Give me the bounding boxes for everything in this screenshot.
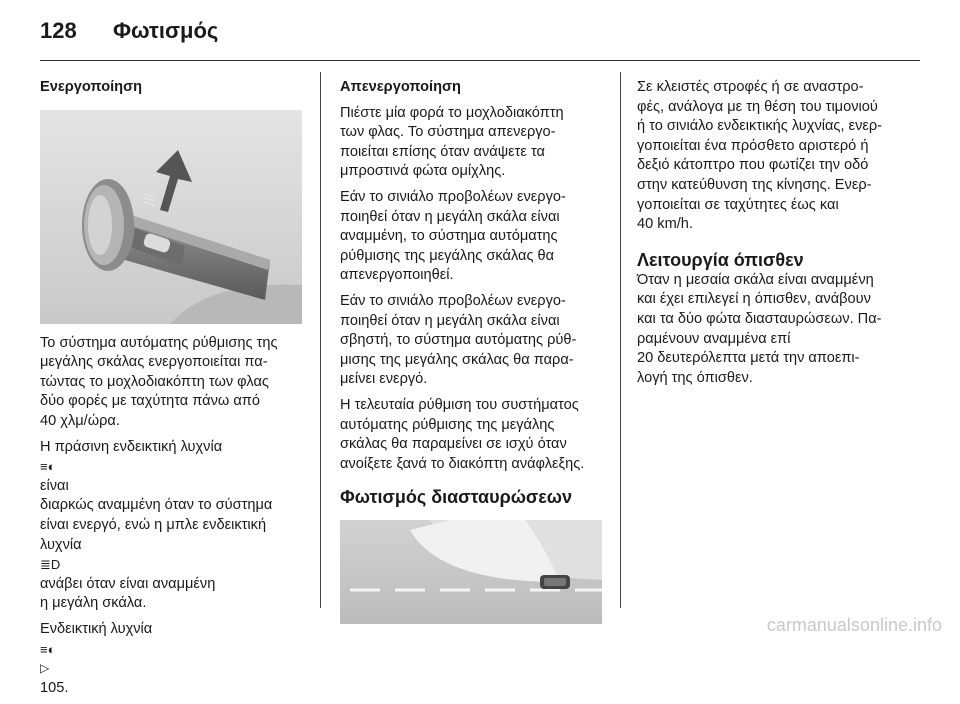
text-fragment: είναι — [40, 477, 69, 494]
text-line — [40, 438, 310, 497]
text-line: διαρκώς αναμμένη όταν το σύστημα — [40, 497, 273, 514]
paragraph — [340, 292, 612, 390]
paragraph — [637, 78, 925, 235]
text-line: 40 km/h. — [637, 216, 693, 233]
text-line: στην κατεύθυνση της κίνησης. Ενερ- — [637, 176, 872, 193]
text-line: Η τελευταία ρύθμιση του συστήματος — [340, 396, 579, 413]
deactivation-heading: Απενεργοποίηση — [340, 79, 461, 95]
text-line: αυτόματης ρύθμισης της μεγάλης — [340, 416, 555, 433]
text-line: Εάν το σινιάλο προβολέων ενεργο- — [340, 292, 566, 309]
text-fragment: Η πράσινη ενδεικτική λυχνία — [40, 438, 223, 455]
text-line: ποιείται επίσης όταν ανάψετε τα — [340, 143, 545, 160]
page-number: 128 — [40, 18, 77, 43]
text-fragment: Ενδεικτική λυχνία — [40, 620, 153, 637]
stalk-illustration — [40, 110, 310, 324]
text-line: γοποιείται σε ταχύτητες έως και — [637, 196, 839, 213]
column-divider — [620, 72, 621, 608]
text-line: Εάν το σινιάλο προβολέων ενεργο- — [340, 188, 566, 205]
text-line: φές, ανάλογα με τη θέση του τιμονιού — [637, 98, 878, 115]
text-line — [40, 536, 310, 595]
paragraph — [40, 620, 310, 698]
column-3 — [637, 78, 925, 394]
text-line: ποιηθεί όταν η μεγάλη σκάλα είναι — [340, 208, 560, 225]
auto-high-beam-icon: ≡◐ — [40, 641, 56, 657]
paragraph — [637, 271, 925, 389]
paragraph — [340, 396, 612, 474]
header-rule — [40, 60, 920, 61]
text-line: είναι ενεργό, ενώ η μπλε ενδεικτική — [40, 516, 267, 533]
text-line: και έχει επιλεγεί η όπισθεν, ανάβουν — [637, 291, 871, 308]
text-line: λογή της όπισθεν. — [637, 369, 753, 386]
text-line: ραμένουν αναμμένα επί — [637, 330, 791, 347]
paragraph — [340, 188, 612, 286]
activation-heading: Ενεργοποίηση — [40, 79, 142, 95]
column-2 — [340, 78, 612, 624]
text-line: 40 χλμ/ώρα. — [40, 412, 120, 429]
text-fragment: λυχνία — [40, 536, 82, 553]
text-line: απενεργοποιηθεί. — [340, 267, 454, 284]
text-line: μεγάλης σκάλας ενεργοποιείται πα- — [40, 354, 268, 371]
paragraph — [40, 334, 310, 432]
text-line: των φλας. Το σύστημα απενεργο- — [340, 124, 556, 141]
text-line: Το σύστημα αυτόματης ρύθμισης της — [40, 334, 278, 351]
reference-arrow-icon: ▷ — [40, 661, 50, 676]
column-divider — [320, 72, 321, 608]
auto-high-beam-icon: ≡◐ — [40, 459, 56, 475]
text-line: μείνει ενεργό. — [340, 371, 428, 388]
paragraph — [40, 438, 310, 614]
text-line: μπροστινά φώτα ομίχλης. — [340, 163, 506, 180]
text-line: Πιέστε μία φορά το μοχλοδιακόπτη — [340, 104, 564, 121]
text-line: δύο φορές με ταχύτητα πάνω από — [40, 393, 260, 410]
text-line: η μεγάλη σκάλα. — [40, 595, 147, 612]
text-line: ρύθμισης της μεγάλης σκάλας θα — [340, 247, 555, 264]
high-beam-icon: ≣D — [40, 557, 61, 573]
column-1 — [40, 78, 310, 704]
paragraph — [340, 104, 612, 182]
text-line: Σε κλειστές στροφές ή σε αναστρο- — [637, 79, 864, 95]
text-line: ανοίξετε ξανά το διακόπτη ανάφλεξης. — [340, 455, 585, 472]
text-line: μισης της μεγάλης σκάλας θα παρα- — [340, 351, 574, 368]
text-line: και τα δύο φώτα διασταυρώσεων. Πα- — [637, 310, 882, 327]
reverse-mode-heading: Λειτουργία όπισθεν — [637, 249, 804, 270]
watermark: carmanualsonline.info — [766, 615, 942, 635]
text-line: ή το σινιάλο ενδεικτικής λυχνίας, ενερ- — [637, 118, 883, 135]
text-line: τώντας το μοχλοδιακόπτη των φλας — [40, 373, 269, 390]
text-line: αναμμένη, το σύστημα αυτόματης — [340, 228, 558, 245]
text-fragment: 105. — [40, 679, 69, 696]
text-line: ποιηθεί όταν η μεγάλη σκάλα είναι — [340, 312, 560, 329]
page-title: Φωτισμός — [113, 18, 219, 43]
cornering-light-illustration — [340, 520, 612, 624]
text-line: 20 δευτερόλεπτα μετά την αποεπι- — [637, 350, 860, 367]
text-line: Όταν η μεσαία σκάλα είναι αναμμένη — [637, 271, 874, 288]
cornering-lights-heading: Φωτισμός διασταυρώσεων — [340, 487, 572, 508]
text-line — [40, 620, 310, 698]
page-header — [40, 18, 920, 48]
text-line: γοποιείται ένα πρόσθετο αριστερό ή — [637, 137, 869, 154]
text-line: σκάλας θα παραμείνει σε ισχύ όταν — [340, 436, 567, 453]
text-fragment: ανάβει όταν είναι αναμμένη — [40, 575, 216, 592]
text-line: σβηστή, το σύστημα αυτόματης ρύθ- — [340, 332, 577, 349]
text-line: δεξιό κάτοπτρο που φωτίζει την οδό — [637, 157, 869, 174]
